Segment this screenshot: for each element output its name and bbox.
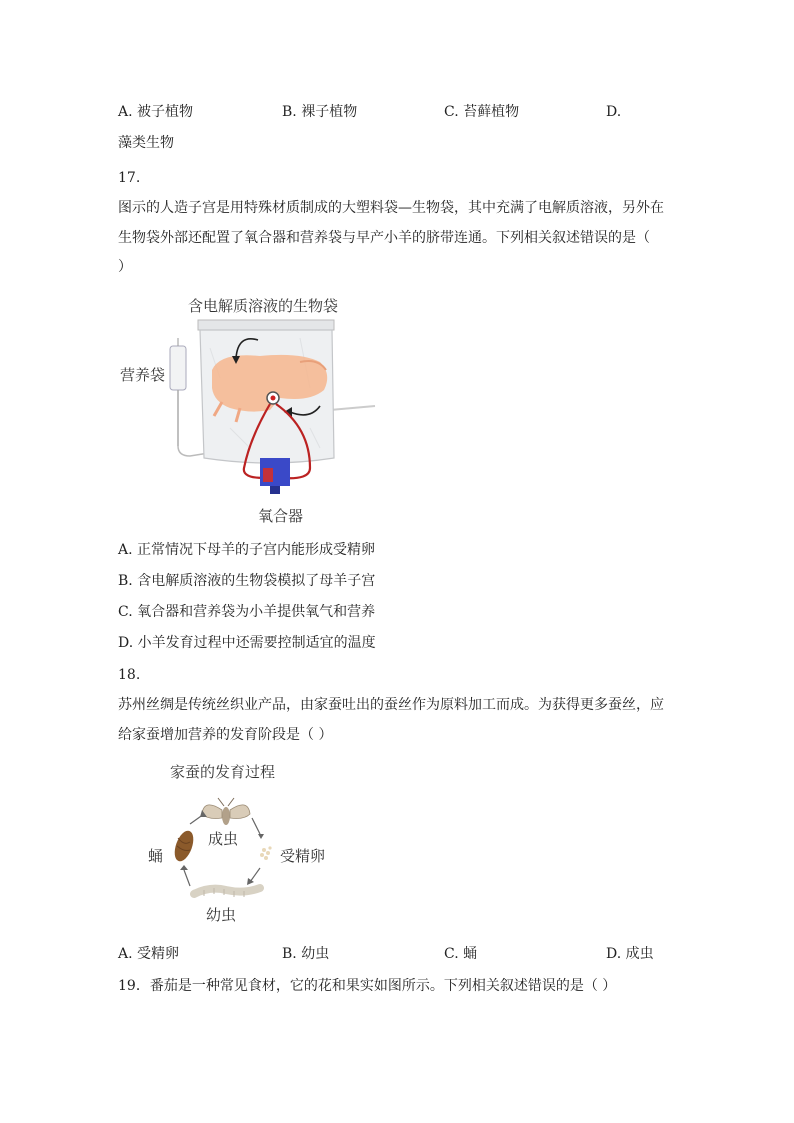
q18-option-d: D. 成虫 [606,946,654,962]
q16-option-d: D. [606,104,622,120]
q17-stem-line-3: ） [118,259,132,275]
q16-option-d-text: 藻类生物 [118,135,174,151]
q17-number: 17. [118,170,141,186]
q17-option-c: C. 氧合器和营养袋为小羊提供氧气和营养 [118,604,376,620]
q17-option-b: B. 含电解质溶液的生物袋模拟了母羊子宫 [118,573,376,589]
q16-option-b: B. 裸子植物 [282,104,358,120]
q18-stem-line-1: 苏州丝绸是传统丝织业产品，由家蚕吐出的蚕丝作为原料加工而成。为获得更多蚕丝，应 [118,697,664,713]
q17-stem-line-1: 图示的人造子宫是用特殊材质制成的大塑料袋—生物袋，其中充满了电解质溶液，另外在 [118,200,664,216]
egg-label: 受精卵 [280,847,326,865]
q18-option-c: C. 蛹 [444,946,478,962]
q18-number: 18. [118,667,141,683]
q17-stem-line-2: 生物袋外部还配置了氧合器和营养袋与早产小羊的脐带连通。下列相关叙述错误的是（ [118,230,650,246]
pupa-icon [171,828,197,864]
artificial-womb-illustration [160,318,380,503]
silkworm-life-cycle-illustration [160,790,290,910]
eggs-icon [260,846,272,860]
nutrient-bag-label: 营养袋 [120,366,166,384]
moth-icon [202,798,250,825]
adult-label: 成虫 [208,830,239,848]
bag-label: 含电解质溶液的生物袋 [188,297,339,315]
silkworm-cycle-title: 家蚕的发育过程 [170,763,276,781]
q19-stem: 19．番茄是一种常见食材，它的花和果实如图所示。下列相关叙述错误的是（ ） [118,978,617,994]
q18-option-b: B. 幼虫 [282,946,330,962]
q16-option-a: A. 被子植物 [118,104,194,120]
q17-option-d: D. 小羊发育过程中还需要控制适宜的温度 [118,635,376,651]
oxygenator-label: 氧合器 [258,507,304,525]
q17-option-a: A. 正常情况下母羊的子宫内能形成受精卵 [118,542,376,558]
q18-option-a: A. 受精卵 [118,946,180,962]
q16-option-c: C. 苔藓植物 [444,104,520,120]
pupa-label: 蛹 [148,847,164,865]
q18-stem-line-2: 给家蚕增加营养的发育阶段是（ ） [118,727,333,743]
larva-label: 幼虫 [206,906,237,924]
larva-icon [194,888,260,897]
